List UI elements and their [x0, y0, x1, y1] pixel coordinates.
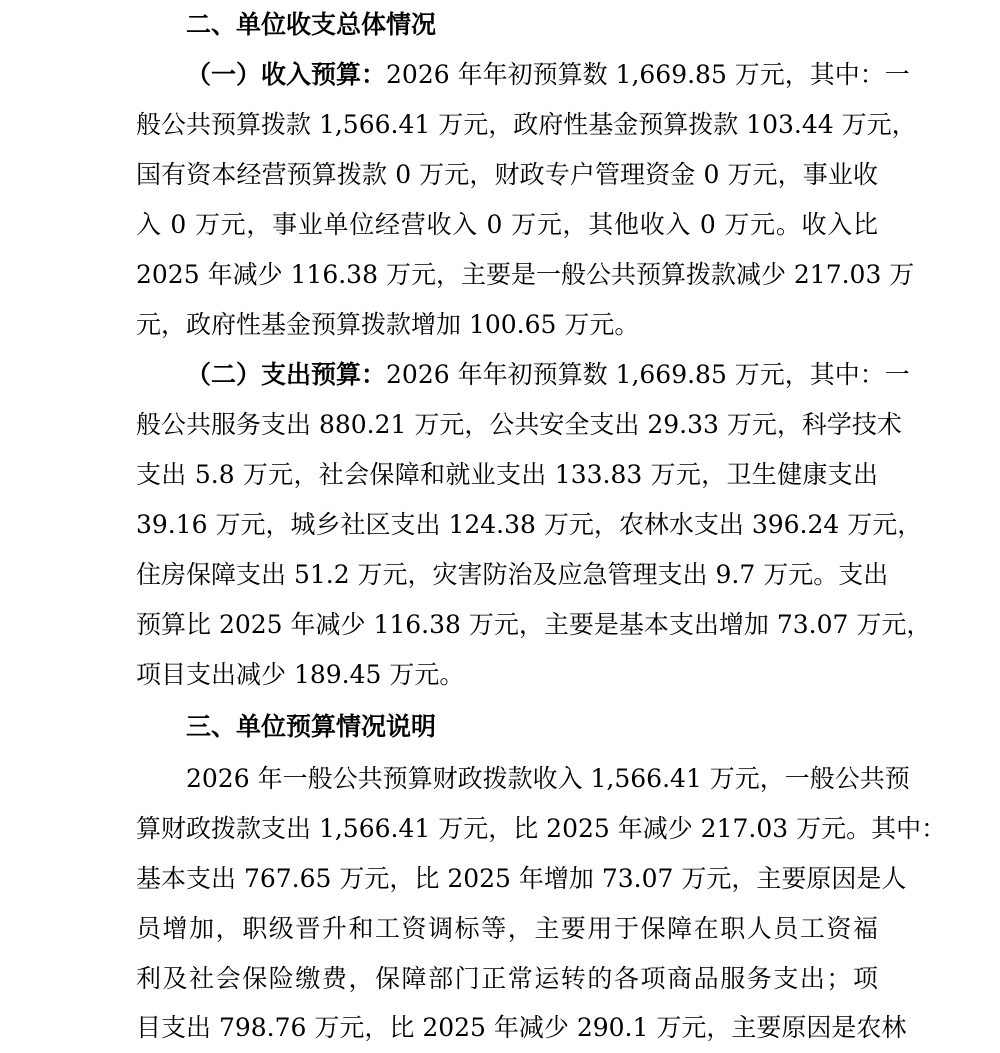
income-line-4: 入 0 万元，事业单位经营收入 0 万元，其他收入 0 万元。收入比 [136, 210, 878, 239]
income-line-2: 般公共预算拨款 1,566.41 万元，政府性基金预算拨款 103.44 万元， [136, 110, 917, 139]
income-line-3: 国有资本经营预算拨款 0 万元，财政专户管理资金 0 万元，事业收 [136, 160, 878, 189]
expense-label: （二）支出预算： [186, 360, 387, 389]
expense-line-3: 支出 5.8 万元，社会保障和就业支出 133.83 万元，卫生健康支出 [136, 460, 878, 489]
expense-line-7: 项目支出减少 189.45 万元。 [136, 660, 465, 689]
expense-line-2: 般公共服务支出 880.21 万元，公共安全支出 29.33 万元，科学技术 [136, 410, 902, 439]
expense-paragraph-line-1 [136, 350, 910, 400]
section3-line-4: 员增加，职级晋升和工资调标等，主要用于保障在职人员工资福 [136, 914, 878, 943]
expense-line-5: 住房保障支出 51.2 万元，灾害防治及应急管理支出 9.7 万元。支出 [136, 560, 889, 589]
expense-line-1: 2026 年年初预算数 1,669.85 万元，其中：一 [386, 360, 910, 389]
section3-line-1: 2026 年一般公共预算财政拨款收入 1,566.41 万元，一般公共预 [186, 764, 910, 793]
expense-line-4: 39.16 万元，城乡社区支出 124.38 万元，农林水支出 396.24 万元， [136, 510, 923, 539]
section3-line-2: 算财政拨款支出 1,566.41 万元，比 2025 年减少 217.03 万元。其中： [136, 814, 947, 843]
income-paragraph-line-1 [136, 50, 910, 100]
expense-line-6: 预算比 2025 年减少 116.38 万元，主要是基本支出增加 73.07 万元， [136, 610, 932, 639]
section-heading-3: 三、单位预算情况说明 [186, 712, 437, 741]
income-line-5: 2025 年减少 116.38 万元，主要是一般公共预算拨款减少 217.03 万 [136, 260, 915, 289]
section3-line-5: 利及社会保险缴费，保障部门正常运转的各项商品服务支出；项 [136, 964, 878, 993]
section3-line-6: 目支出 798.76 万元，比 2025 年减少 290.1 万元，主要原因是农林 [136, 1013, 907, 1042]
income-label: （一）收入预算： [186, 60, 387, 89]
section-heading-2: 二、单位收支总体情况 [186, 10, 437, 39]
income-line-6: 元，政府性基金预算拨款增加 100.65 万元。 [136, 310, 640, 339]
income-line-1: 2026 年年初预算数 1,669.85 万元，其中：一 [386, 60, 910, 89]
section3-line-3: 基本支出 767.65 万元，比 2025 年增加 73.07 万元，主要原因是人 [136, 864, 907, 893]
